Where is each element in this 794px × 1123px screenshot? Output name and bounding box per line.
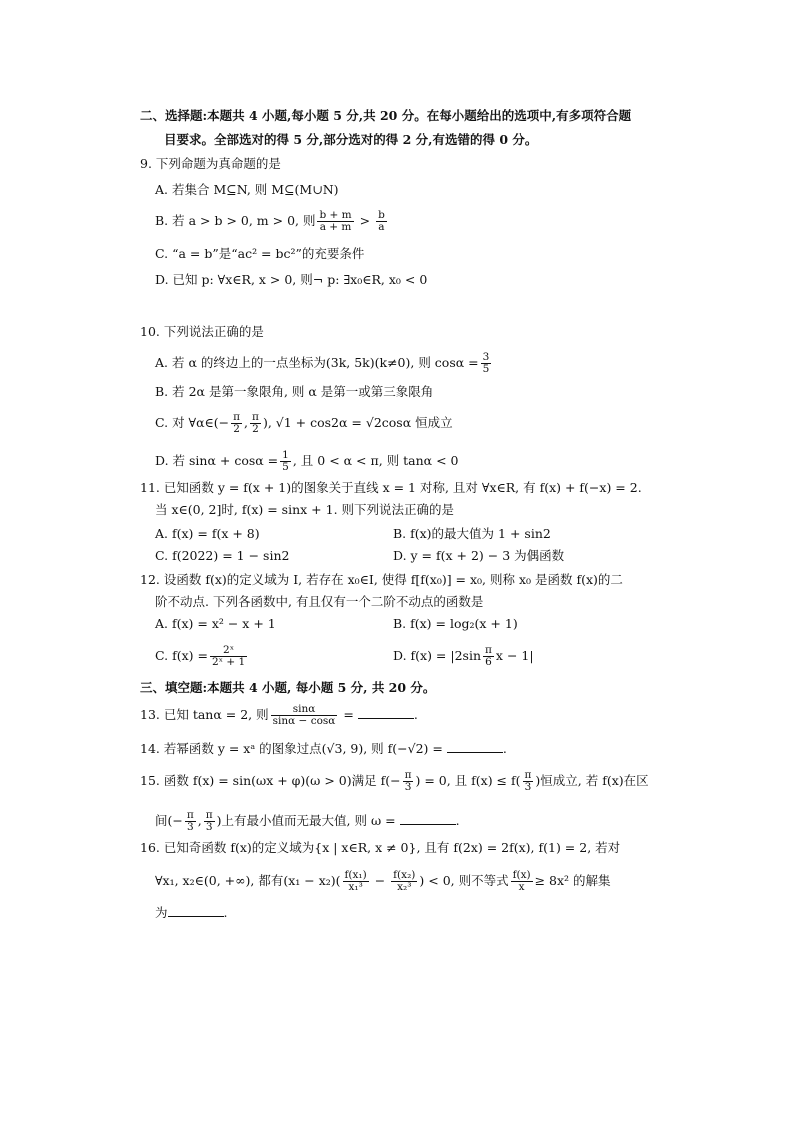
q16-l3-text: 为 xyxy=(155,905,168,920)
q14-line xyxy=(140,740,507,757)
q16-post: ≥ 8x² 的解集 xyxy=(534,873,611,888)
q16-fraction3 xyxy=(511,870,533,893)
q16-line3 xyxy=(155,904,228,921)
q12-option-a: A. f(x) = x² − x + 1 xyxy=(155,616,276,631)
q11-stem-line2: 当 x∈(0, 2]时, f(x) = sinx + 1. 则下列说法正确的是 xyxy=(155,502,455,517)
q14-text: 14. 若幂函数 y = xᵃ 的图象过点(√3, 9), 则 f(−√2) = xyxy=(140,741,447,756)
q12-c-text: C. f(x) = xyxy=(155,648,208,663)
q10-c-text: C. 对 ∀α∈(− xyxy=(155,415,230,430)
q12-option-d xyxy=(393,645,534,668)
q15-l2-f1-den: 3 xyxy=(186,821,194,833)
q11-option-a: A. f(x) = f(x + 8) xyxy=(155,526,260,541)
q16-fraction2 xyxy=(391,870,417,893)
q9-b-text: B. 若 a > b > 0, m > 0, 则 xyxy=(155,213,316,228)
q15-answer-blank[interactable] xyxy=(400,812,456,825)
q16-line2 xyxy=(155,870,611,893)
q12-d-post: x − 1| xyxy=(495,648,534,663)
q13-line xyxy=(140,704,418,727)
q15-l1-f2-den: 3 xyxy=(524,781,532,793)
q9-option-d: D. 已知 p: ∀x∈R, x > 0, 则¬ p: ∃x₀∈R, x₀ < 0 xyxy=(155,272,428,287)
q16-f3-num: f(x) xyxy=(512,869,531,881)
q10-c-fraction1 xyxy=(231,412,242,435)
q9-b-fraction1 xyxy=(317,210,353,233)
q10-a-fraction xyxy=(481,352,492,375)
q15-line2 xyxy=(155,810,460,833)
q10-d-text: D. 若 sinα + cosα = xyxy=(155,453,279,468)
q16-answer-blank[interactable] xyxy=(168,904,224,917)
q12-d-den: 6 xyxy=(485,656,492,668)
q15-l2-fraction1 xyxy=(185,810,196,833)
q9-b-f2-num: b xyxy=(378,209,385,221)
q13-end: . xyxy=(413,707,418,722)
q10-c-post: ), √1 + cos2α = √2cosα 恒成立 xyxy=(262,415,453,430)
q11-stem-line1: 11. 已知函数 y = f(x + 1)的图象关于直线 x = 1 对称, 且对 ∀x∈R, 有 f(x) + f(−x) = 2. xyxy=(140,480,642,495)
q16-f2-num: f(x₂) xyxy=(393,869,416,881)
q15-l2-f2-den: 3 xyxy=(205,821,213,833)
q16-fraction1 xyxy=(343,870,369,893)
q13-fraction xyxy=(271,704,338,727)
q10-option-a xyxy=(155,352,493,375)
section2-heading-line1: 二、选择题:本题共 4 小题,每小题 5 分,共 20 分。在每小题给出的选项中,有多项符合题 xyxy=(140,108,632,123)
q16-minus: − xyxy=(370,873,390,888)
q15-l2-f1-num: π xyxy=(186,809,194,821)
q15-l1-f1-den: 3 xyxy=(404,781,412,793)
q9-option-b xyxy=(155,210,389,233)
section3-heading: 三、填空题:本题共 4 小题, 每小题 5 分, 共 20 分。 xyxy=(140,680,436,695)
q10-stem: 10. 下列说法正确的是 xyxy=(140,324,264,339)
q15-l1-f1-num: π xyxy=(404,769,412,781)
q12-c-den: 2ˣ + 1 xyxy=(211,656,246,668)
q16-f3-den: x xyxy=(518,881,525,893)
q15-l1-text: 15. 函数 f(x) = sin(ωx + φ)(ω > 0)满足 f(− xyxy=(140,773,401,788)
q14-end: . xyxy=(502,741,507,756)
q14-answer-blank[interactable] xyxy=(447,740,503,753)
q9-b-f1-num: b + m xyxy=(319,209,352,221)
q13-num: sinα xyxy=(271,704,338,716)
q16-l3-end: . xyxy=(223,905,228,920)
q9-b-fraction2 xyxy=(376,210,387,233)
q10-c-f1-den: 2 xyxy=(233,423,240,435)
q10-option-b: B. 若 2α 是第一象限角, 则 α 是第一或第三象限角 xyxy=(155,384,434,399)
q12-c-num: 2ˣ xyxy=(210,645,247,657)
q10-d-fraction xyxy=(280,450,291,473)
q16-f1-den: x₁³ xyxy=(348,881,363,893)
q16-mid: ) < 0, 则不等式 xyxy=(419,873,509,888)
q13-answer-blank[interactable] xyxy=(358,706,414,719)
q15-l1-fraction1 xyxy=(403,770,414,793)
q15-l2-post: )上有最小值而无最大值, 则 ω = xyxy=(216,813,400,828)
q16-line1: 16. 已知奇函数 f(x)的定义域为{x | x∈R, x ≠ 0}, 且有 f(2x) = 2f(x), f(1) = 2, 若对 xyxy=(140,840,621,855)
q15-l2-text: 间(− xyxy=(155,813,183,828)
q11-option-d: D. y = f(x + 2) − 3 为偶函数 xyxy=(393,548,565,563)
q15-l2-comma: , xyxy=(197,813,202,828)
q11-option-c: C. f(2022) = 1 − sin2 xyxy=(155,548,290,563)
q10-d-num: 1 xyxy=(282,449,289,461)
q15-l1-post: )恒成立, 若 f(x)在区 xyxy=(535,773,649,788)
q12-stem-line2: 阶不动点. 下列各函数中, 有且仅有一个二阶不动点的函数是 xyxy=(155,594,484,609)
q15-l2-end: . xyxy=(455,813,460,828)
q15-line1 xyxy=(140,770,649,793)
q10-a-den: 5 xyxy=(482,363,490,375)
q15-l2-f2-num: π xyxy=(205,809,213,821)
q9-option-a: A. 若集合 M⊆N, 则 M⊆(M∪N) xyxy=(155,182,339,197)
q9-b-f2-den: a xyxy=(378,221,385,233)
q10-d-den: 5 xyxy=(282,461,289,473)
q13-den: sinα − cosα xyxy=(272,715,336,727)
section2-heading-line2: 目要求。全部选对的得 5 分,部分选对的得 2 分,有选错的得 0 分。 xyxy=(164,132,538,147)
q12-d-num: π xyxy=(485,644,492,656)
q10-c-comma: , xyxy=(244,415,249,430)
q10-c-fraction2 xyxy=(250,412,261,435)
q9-stem: 9. 下列命题为真命题的是 xyxy=(140,156,281,171)
q15-l2-fraction2 xyxy=(204,810,215,833)
q11-option-b: B. f(x)的最大值为 1 + sin2 xyxy=(393,526,551,541)
q12-option-b: B. f(x) = log₂(x + 1) xyxy=(393,616,518,631)
q10-d-post: , 且 0 < α < π, 则 tanα < 0 xyxy=(292,453,459,468)
q12-d-fraction xyxy=(483,645,494,668)
q13-text: 13. 已知 tanα = 2, 则 xyxy=(140,707,269,722)
q9-b-gt: > xyxy=(355,213,375,228)
q12-c-fraction xyxy=(210,645,247,668)
q10-option-c xyxy=(155,412,453,435)
q15-l1-f2-num: π xyxy=(524,769,532,781)
q16-l2-text: ∀x₁, x₂∈(0, +∞), 都有(x₁ − x₂)( xyxy=(155,873,341,888)
q9-option-c: C. “a = b”是“ac² = bc²”的充要条件 xyxy=(155,246,365,261)
q10-c-f2-den: 2 xyxy=(252,423,259,435)
q13-eq: = xyxy=(339,707,358,722)
q16-f2-den: x₂³ xyxy=(397,881,412,893)
q10-a-num: 3 xyxy=(482,351,490,363)
q15-l1-fraction2 xyxy=(523,770,534,793)
q10-a-text: A. 若 α 的终边上的一点坐标为(3k, 5k)(k≠0), 则 cosα = xyxy=(155,355,479,370)
q15-l1-mid: ) = 0, 且 f(x) ≤ f( xyxy=(415,773,521,788)
q10-option-d xyxy=(155,450,458,473)
q16-f1-num: f(x₁) xyxy=(344,869,367,881)
q10-c-f1-num: π xyxy=(233,411,241,423)
q10-c-f2-num: π xyxy=(252,411,259,423)
q9-b-f1-den: a + m xyxy=(319,221,352,233)
q12-option-c xyxy=(155,645,249,668)
q12-stem-line1: 12. 设函数 f(x)的定义域为 I, 若存在 x₀∈I, 使得 f[f(x₀)] = x₀, 则称 x₀ 是函数 f(x)的二 xyxy=(140,572,623,587)
q12-d-text: D. f(x) = |2sin xyxy=(393,648,482,663)
